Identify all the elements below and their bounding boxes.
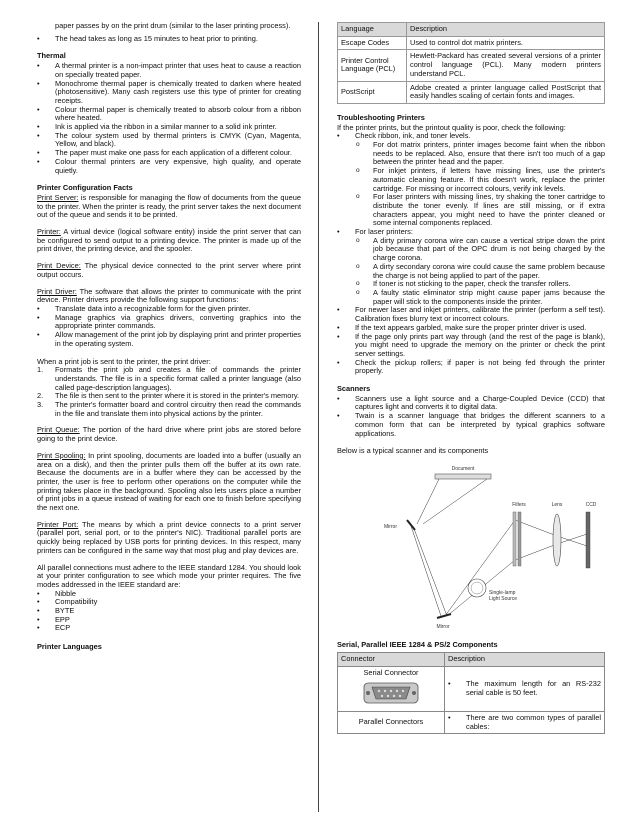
table-header: Description: [407, 23, 605, 37]
list-item: 3. The printer's formatter board and control circuitry then read the commands in the file and translate them into physical actions by the printer.: [37, 400, 301, 418]
list-item: • For laser printers: o A dirty primary corona wire can cause a vertical stripe down the print job because that part of the OPC drum is not being charged by the charge corona. o A dirty secondary corona wire could cause the same problem because the charge is not being applied to part of the paper. o If toner is not sticking to the paper, check the transfer rollers. o A faulty static eliminator strip might cause paper jams because the paper will stick to the components inside the printer.: [337, 228, 605, 306]
scanner-diagram: [355, 460, 615, 632]
table-cell: [338, 667, 445, 712]
print-driver-para: [37, 288, 301, 305]
label-lamp-1: Single-lamp: [489, 589, 516, 596]
list-item: • The maximum length for an RS-232 serial cable is 50 feet.: [448, 680, 601, 697]
list-item: • For newer laser and inkjet printers, calibrate the printer (perform a self test). Calibration fixes blurry text or incorrect colours.: [337, 306, 605, 323]
scanners-heading: Scanners: [337, 384, 371, 394]
thermal-heading: Thermal: [37, 51, 66, 61]
list-item: • Check ribbon, ink, and toner levels. o For dot matrix printers, printer images become faint when the ribbon needs to be replaced. Also, ensure that there isn't too much of a gap between the printer head and the paper. o For inkjet printers, if letters have missing lines, use the printer's automatic cleaning feature. If this doesn't work, replace the printer cartridge. For missing or incorrect colours, verify ink levels. o For laser printers with missing lines, try shaking the toner cartridge to distribute the toner evenly. If lines are still missing, or if extra characters appear, you might need to have the printer cleaned or some internal components replaced.: [337, 132, 605, 228]
left-column: [37, 22, 301, 653]
sublist-item: o A faulty static eliminator strip might cause paper jams because the paper will stick to the components inside the printer.: [355, 289, 605, 306]
ccd: [586, 512, 590, 568]
list-item: • Colour thermal printers are very expensive, high quality, and operate quietly.: [37, 158, 301, 175]
table-cell: Used to control dot matrix printers.: [407, 36, 605, 50]
filter: [513, 512, 516, 566]
scanner-caption: Below is a typical scanner and its components: [337, 446, 489, 456]
table-header: Description: [445, 653, 605, 667]
languages-heading: Printer Languages: [37, 642, 102, 652]
table-cell: [445, 712, 605, 734]
troubleshoot-heading: Troubleshooting Printers: [337, 112, 425, 122]
list-item: • EPP: [37, 616, 301, 625]
list-item: • Colour thermal paper is chemically treated to absorb colour from a ribbon where heated.: [37, 106, 301, 123]
list-item: • The paper must make one pass for each application of a different colour.: [37, 149, 301, 158]
laser-sublist: [355, 237, 605, 307]
column-divider: [318, 22, 319, 812]
light-source: [468, 579, 486, 597]
table-row: [338, 667, 605, 712]
list-item: • The colour system used by thermal printers is CMYK (Cyan, Magenta, Yellow, and black).: [37, 132, 301, 149]
print-queue-para: [37, 426, 301, 443]
table-header: Language: [338, 23, 407, 37]
list-item: • Check the pickup rollers; if paper is not being fed through the printer properly.: [337, 359, 605, 376]
list-item: 1. Formats the print job and creates a file of commands the printer understands. The file is in a specific format called a printer language (also called page-description languages).: [37, 365, 301, 392]
list-item: • The head takes as long as 15 minutes to heat prior to printing.: [37, 35, 301, 44]
list-item: • There are two common types of parallel cables:: [448, 714, 601, 731]
sublist-item: o For laser printers with missing lines, try shaking the toner cartridge to distribute the toner evenly. If lines are still missing, or if extra characters appear, you might need to have the printer cleaned or some internal components replaced.: [355, 193, 605, 228]
label-filters: Filters: [512, 501, 526, 508]
printer-text: A virtual device (logical software entity) inside the print server that can be configured to send output to a printing device. The printer is made up of the print driver, the printing device, and the spooler.: [37, 227, 301, 254]
connector-table: [337, 652, 605, 734]
ray: [557, 534, 587, 544]
list-item: • Scanners use a light source and a Charge-Coupled Device (CCD) that captures light and converts it to digital data.: [337, 395, 605, 412]
list-item: • Allow management of the print job by displaying print and printer properties in the operating system.: [37, 331, 301, 348]
ray: [423, 479, 487, 524]
label-document: Document: [451, 465, 475, 472]
print-port-text: The means by which a print device connects to a print server (parallel port, serial port, or to the printer's NIC). Traditional parallel ports are quickly being replaced by USB ports for printing devices. In this respect, many printers can be configured in the same way that most plug and play devices are.: [37, 519, 301, 555]
list-item: • Compatibility: [37, 598, 301, 607]
ray: [557, 536, 587, 546]
scanner-list: [337, 395, 605, 439]
sublist-item: o If toner is not sticking to the paper, check the transfer rollers.: [355, 280, 605, 289]
config-heading: Printer Configuration Facts: [37, 183, 133, 193]
print-spooling-text: In print spooling, documents are loaded into a buffer (usually an area on a disk), and then the printer pulls them off the buffer at its own rate. Because the documents are in a buffer where they can be accessed by the printer, the user is free to perform other operations on the computer while the printing takes place in the background. Spooling also lets users place a number of print jobs in a queue instead of waiting for each one to finish before specifying the next one.: [37, 450, 301, 513]
list-item: • ECP: [37, 624, 301, 633]
print-queue-text: The portion of the hard drive where print jobs are stored before going to the print device.: [37, 425, 301, 444]
table-cell: Parallel Connectors: [338, 712, 445, 734]
list-item: • Twain is a scanner language that bridges the different scanners to a common form that can be interpreted by typical graphics software applications.: [337, 412, 605, 438]
list-item: • If the page only prints part way through (and the rest of the page is blank), you might need to upgrade the memory on the printer or check the print server settings.: [337, 333, 605, 359]
troubleshoot-intro: If the printer prints, but the printout quality is poor, check the following:: [337, 122, 566, 132]
label-ccd: CCD: [585, 501, 597, 508]
table-header-row: [338, 653, 605, 667]
ray: [413, 526, 447, 616]
table-cell: Hewlett-Packard has created several versions of a printer control language (PCL). Many modern printers understand PCL.: [407, 50, 605, 81]
parallel-para: All parallel connections must adhere to the IEEE standard 1284. You should look at your printer configuration to see which mode your printer requires. The five modes addressed in the IEEE standard are:: [37, 562, 301, 589]
list-item: • If the text appears garbled, make sure the proper printer driver is used.: [337, 324, 605, 333]
serial-connector-icon: [362, 680, 420, 706]
ray: [515, 520, 557, 536]
label-mirror-upper: Mirror: [383, 523, 397, 530]
printer-term: Printer:: [37, 227, 61, 237]
list-item: • BYTE: [37, 607, 301, 616]
print-spooling-term: Print Spooling:: [37, 450, 86, 460]
print-port-para: [37, 521, 301, 556]
label-mirror-lower: Mirror: [436, 623, 450, 630]
sublist-item: o For inkjet printers, if letters have missing lines, use the printer's automatic cleaning feature. If this doesn't work, replace the printer cartridge. For missing or incorrect colours, verify ink levels.: [355, 167, 605, 193]
print-device-term: Print Device:: [37, 261, 81, 271]
sublist-item: o A dirty primary corona wire can cause a vertical stripe down the print job because that part of the OPC drum is not being charged by the charge corona.: [355, 237, 605, 263]
table-cell: [445, 667, 605, 712]
table-cell: Adobe created a printer language called PostScript that easily handles scaling of certain fonts and images.: [407, 81, 605, 103]
ribbon-sublist: [355, 141, 605, 228]
intro-list: [37, 35, 301, 44]
print-port-term: Printer Port:: [37, 519, 79, 529]
list-item: • A thermal printer is a non-impact printer that uses heat to cause a reaction on specially treated paper.: [37, 62, 301, 79]
right-column: [337, 22, 605, 744]
table-row: [338, 81, 605, 103]
sublist-item: o For dot matrix printers, printer images become faint when the ribbon needs to be replaced. Also, ensure that there isn't too much of a gap between the printer head and the paper.: [355, 141, 605, 167]
serial-connector-label: Serial Connector: [363, 668, 419, 678]
table-row: [338, 712, 605, 734]
lens: [553, 514, 561, 566]
table-cell: Escape Codes: [338, 36, 407, 50]
list-item: • Manage graphics via graphics drivers, converting graphics into the appropriate printer commands.: [37, 314, 301, 331]
ray: [515, 544, 557, 560]
print-device-text: The physical device connected to the print server where print output occurs.: [37, 261, 301, 279]
table-header-row: [338, 23, 605, 37]
table-row: [338, 36, 605, 50]
intro-continuation: paper passes by on the print drum (similar to the laser printing process).: [55, 21, 291, 30]
table-cell: Printer Control Language (PCL): [338, 50, 407, 81]
document-glass: [435, 474, 491, 479]
sublist-item: o A dirty secondary corona wire could cause the same problem because the charge is not being applied to part of the paper.: [355, 263, 605, 280]
modes-list: [37, 590, 301, 634]
label-lens: Lens: [551, 501, 563, 508]
label-lamp-2: Light Source: [489, 595, 518, 602]
print-server-para: [37, 194, 301, 220]
serial-heading: Serial, Parallel IEEE 1284 & PS/2 Components: [337, 639, 498, 649]
print-server-term: Print Server:: [37, 192, 79, 202]
troubleshoot-list: [337, 132, 605, 376]
printer-para: [37, 228, 301, 254]
list-item: • Ink is applied via the ribbon in a similar manner to a solid ink printer.: [37, 123, 301, 132]
job-intro: When a print job is sent to the printer, the print driver:: [37, 356, 211, 366]
ray: [411, 526, 441, 616]
list-item: 2. The file is then sent to the printer where it is stored in the printer's memory.: [37, 391, 300, 401]
print-driver-term: Print Driver:: [37, 286, 77, 296]
table-cell: PostScript: [338, 81, 407, 103]
table-row: [338, 50, 605, 81]
print-server-text: is responsible for managing the flow of documents from the queue to the printer. When the printer is ready, the print server takes the next document out of the queue and sends it to be printed.: [37, 192, 301, 220]
print-queue-term: Print Queue:: [37, 425, 80, 435]
driver-list: [37, 305, 301, 349]
print-spooling-para: [37, 452, 301, 513]
list-item: • Nibble: [37, 590, 301, 599]
list-item: • Monochrome thermal paper is chemically treated to darken where heated (photosensitive). Many cash registers use this type of printer for creating receipts.: [37, 80, 301, 106]
print-device-para: [37, 262, 301, 279]
language-table: [337, 22, 605, 104]
ray: [417, 479, 439, 524]
job-steps: [37, 366, 301, 418]
print-driver-text: The software that allows the printer to communicate with the print device. Printer drivers provide the following support functions:: [37, 286, 301, 305]
table-header: Connector: [338, 653, 445, 667]
filter: [518, 512, 521, 566]
thermal-list: [37, 62, 301, 175]
list-item: • Translate data into a recognizable form for the given printer.: [37, 305, 301, 314]
